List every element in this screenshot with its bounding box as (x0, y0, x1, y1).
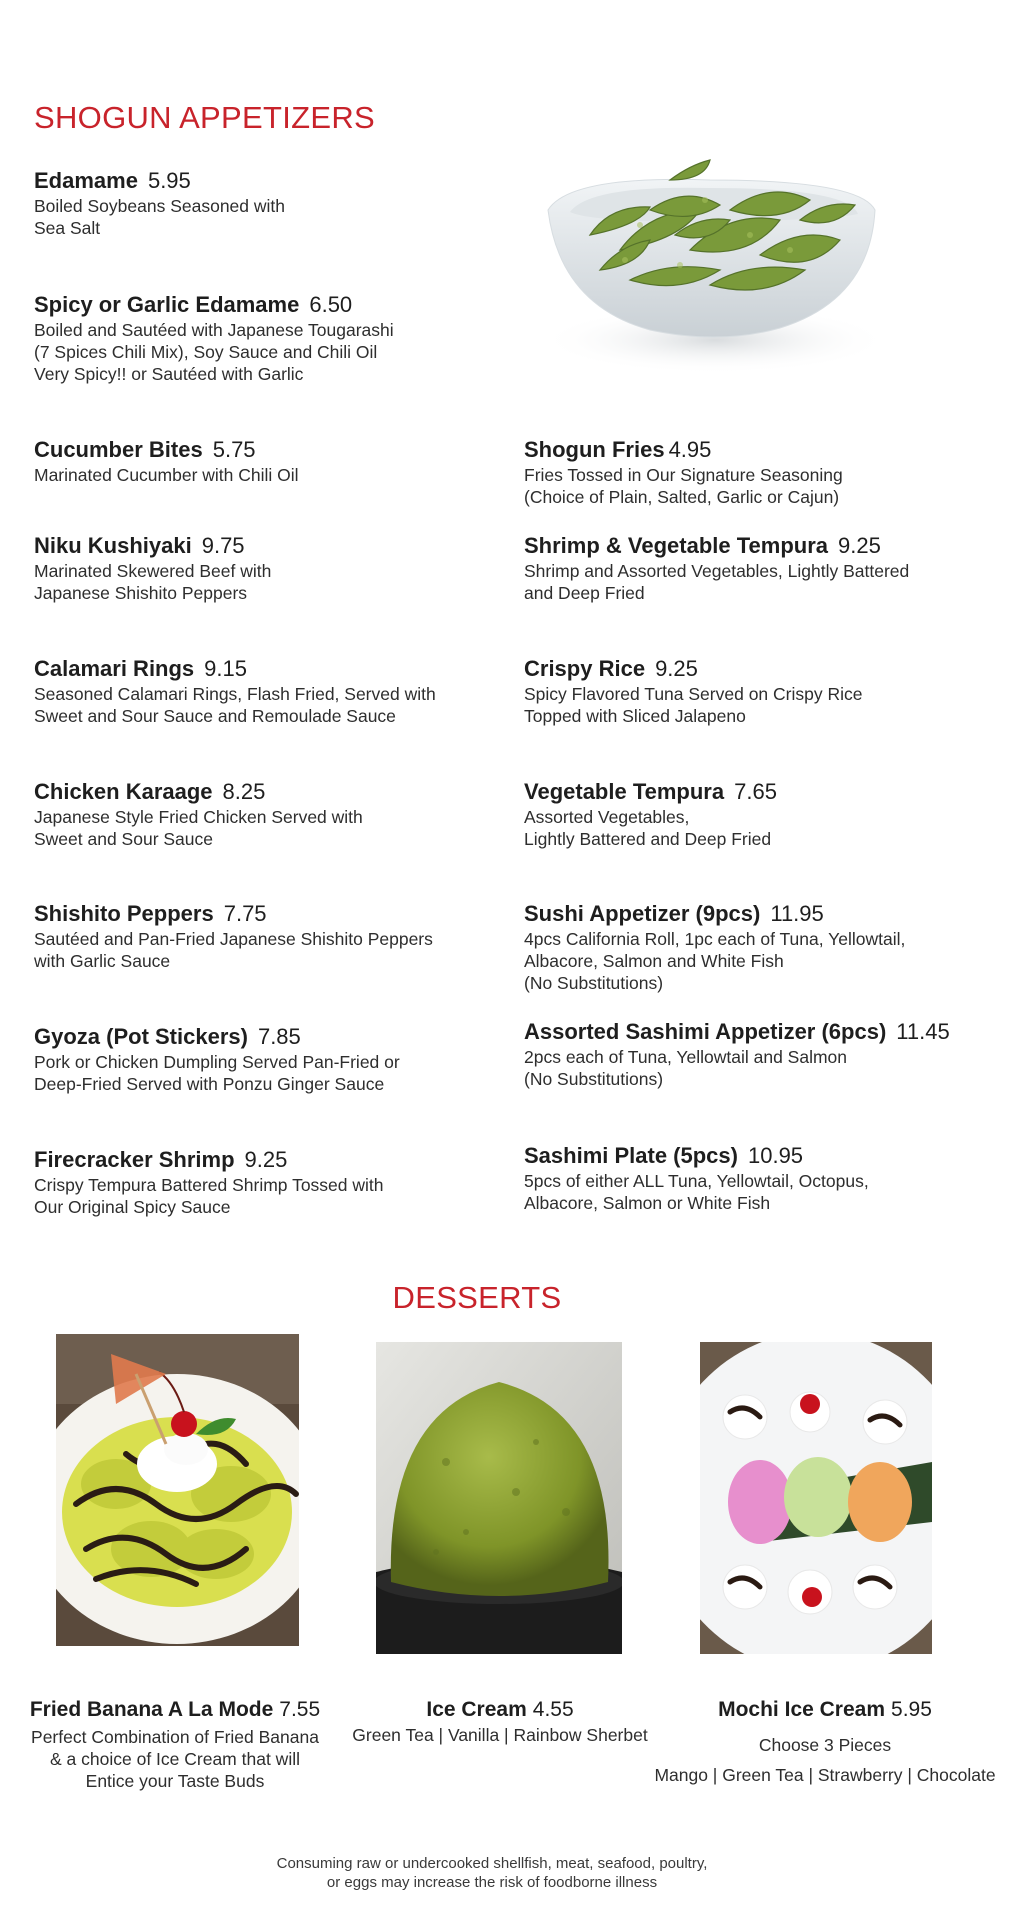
item-price: 9.15 (204, 656, 247, 681)
item-description: 4pcs California Roll, 1pc each of Tuna, Yellowtail, Albacore, Salmon and White Fish (No Substitutions) (524, 929, 906, 993)
menu-item-calamari-rings (34, 655, 504, 727)
item-description: 2pcs each of Tuna, Yellowtail and Salmon (No Substitutions) (524, 1047, 847, 1089)
menu-item-crispy-rice (524, 655, 994, 727)
item-price: 9.25 (655, 656, 698, 681)
item-name: Ice Cream (426, 1698, 527, 1721)
item-description: 5pcs of either ALL Tuna, Yellowtail, Octopus, Albacore, Salmon or White Fish (524, 1171, 869, 1213)
item-price: 9.75 (201, 533, 245, 558)
item-description: Boiled and Sautéed with Japanese Tougarashi (7 Spices Chili Mix), Soy Sauce and Chili Oil Very Spicy!! or Sautéed with Garlic (34, 320, 394, 384)
menu-item-cucumber-bites (34, 436, 504, 486)
item-name: Niku Kushiyaki (34, 533, 192, 558)
item-description: Marinated Cucumber with Chili Oil (34, 465, 299, 485)
item-name: Vegetable Tempura (524, 779, 725, 804)
menu-item-spicy-garlic-edamame (34, 291, 504, 385)
item-price: 4.55 (532, 1698, 574, 1721)
appetizers-title: SHOGUN APPETIZERS (34, 100, 375, 135)
dessert-item-mochi-ice-cream (650, 1696, 1000, 1790)
item-name: Shogun Fries (524, 437, 665, 462)
item-price: 5.75 (212, 437, 256, 462)
item-description: Choose 3 Pieces Mango | Green Tea | Strawberry | Chocolate (654, 1735, 996, 1785)
item-price: 7.75 (223, 901, 267, 926)
item-description: Seasoned Calamari Rings, Flash Fried, Served with Sweet and Sour Sauce and Remoulade Sauce (34, 684, 436, 726)
item-name: Spicy or Garlic Edamame (34, 292, 300, 317)
fried-banana-photo (56, 1334, 299, 1646)
item-name: Mochi Ice Cream (718, 1698, 886, 1721)
item-description: Green Tea | Vanilla | Rainbow Sherbet (352, 1725, 648, 1745)
menu-item-chicken-karaage (34, 778, 504, 850)
item-name: Shishito Peppers (34, 901, 214, 926)
item-name: Edamame (34, 168, 138, 193)
item-name: Assorted Sashimi Appetizer (6pcs) (524, 1019, 887, 1044)
item-price: 5.95 (147, 168, 191, 193)
item-name: Chicken Karaage (34, 779, 213, 804)
menu-item-shrimp-vegetable-tempura (524, 532, 994, 604)
item-price: 10.95 (747, 1143, 804, 1168)
item-price: 6.50 (309, 292, 353, 317)
item-name: Gyoza (Pot Stickers) (34, 1024, 248, 1049)
food-safety-notice: Consuming raw or undercooked shellfish, meat, seafood, poultry, or eggs may increase the risk of foodborne illness (276, 1855, 708, 1891)
item-description: Sautéed and Pan-Fried Japanese Shishito Peppers with Garlic Sauce (34, 929, 433, 971)
item-name: Sashimi Plate (5pcs) (524, 1143, 738, 1168)
menu-item-niku-kushiyaki (34, 532, 504, 604)
item-price: 7.65 (734, 779, 777, 804)
item-description: Boiled Soybeans Seasoned with Sea Salt (34, 196, 286, 238)
item-price: 8.25 (222, 779, 266, 804)
item-name: Sushi Appetizer (9pcs) (524, 901, 761, 926)
menu-item-firecracker-shrimp (34, 1146, 504, 1218)
item-price: 7.85 (257, 1024, 301, 1049)
item-price: 4.95 (668, 437, 712, 462)
item-price: 11.95 (770, 901, 824, 926)
item-name: Calamari Rings (34, 656, 195, 681)
item-price: 7.55 (279, 1698, 321, 1721)
menu-item-shogun-fries (524, 436, 994, 508)
desserts-title: DESSERTS (392, 1280, 562, 1315)
item-description: Spicy Flavored Tuna Served on Crispy Rice Topped with Sliced Jalapeno (524, 684, 863, 726)
item-name: Crispy Rice (524, 656, 646, 681)
menu-item-gyoza (34, 1023, 504, 1095)
menu-item-vegetable-tempura (524, 778, 994, 850)
item-name: Cucumber Bites (34, 437, 203, 462)
item-price: 5.95 (891, 1698, 932, 1721)
item-name: Fried Banana A La Mode (29, 1698, 274, 1721)
menu-item-edamame (34, 167, 504, 239)
item-name: Shrimp & Vegetable Tempura (524, 533, 829, 558)
item-description: Shrimp and Assorted Vegetables, Lightly Battered and Deep Fried (524, 561, 910, 603)
item-description: Japanese Style Fried Chicken Served with Sweet and Sour Sauce (34, 807, 363, 849)
item-price: 11.45 (896, 1019, 950, 1044)
item-description: Assorted Vegetables, Lightly Battered and Deep Fried (524, 807, 772, 849)
menu-item-assorted-sashimi-appetizer (524, 1018, 1004, 1090)
mochi-ice-cream-photo (700, 1342, 932, 1654)
item-description: Marinated Skewered Beef with Japanese Shishito Peppers (34, 561, 272, 603)
item-description: Pork or Chicken Dumpling Served Pan-Fried or Deep-Fried Served with Ponzu Ginger Sauce (34, 1052, 400, 1094)
item-price: 9.25 (244, 1147, 288, 1172)
item-description: Fries Tossed in Our Signature Seasoning (Choice of Plain, Salted, Garlic or Cajun) (524, 465, 843, 507)
menu-item-shishito-peppers (34, 900, 504, 972)
item-description: Crispy Tempura Battered Shrimp Tossed with Our Original Spicy Sauce (34, 1175, 384, 1217)
menu-item-sushi-appetizer (524, 900, 994, 994)
dessert-item-ice-cream (340, 1696, 660, 1746)
edamame-photo (530, 140, 890, 380)
item-name: Firecracker Shrimp (34, 1147, 235, 1172)
dessert-item-fried-banana (10, 1696, 340, 1792)
ice-cream-photo (376, 1342, 622, 1654)
item-description: Perfect Combination of Fried Banana & a choice of Ice Cream that will Entice your Taste Buds (31, 1727, 319, 1791)
item-price: 9.25 (838, 533, 881, 558)
menu-item-sashimi-plate (524, 1142, 994, 1214)
